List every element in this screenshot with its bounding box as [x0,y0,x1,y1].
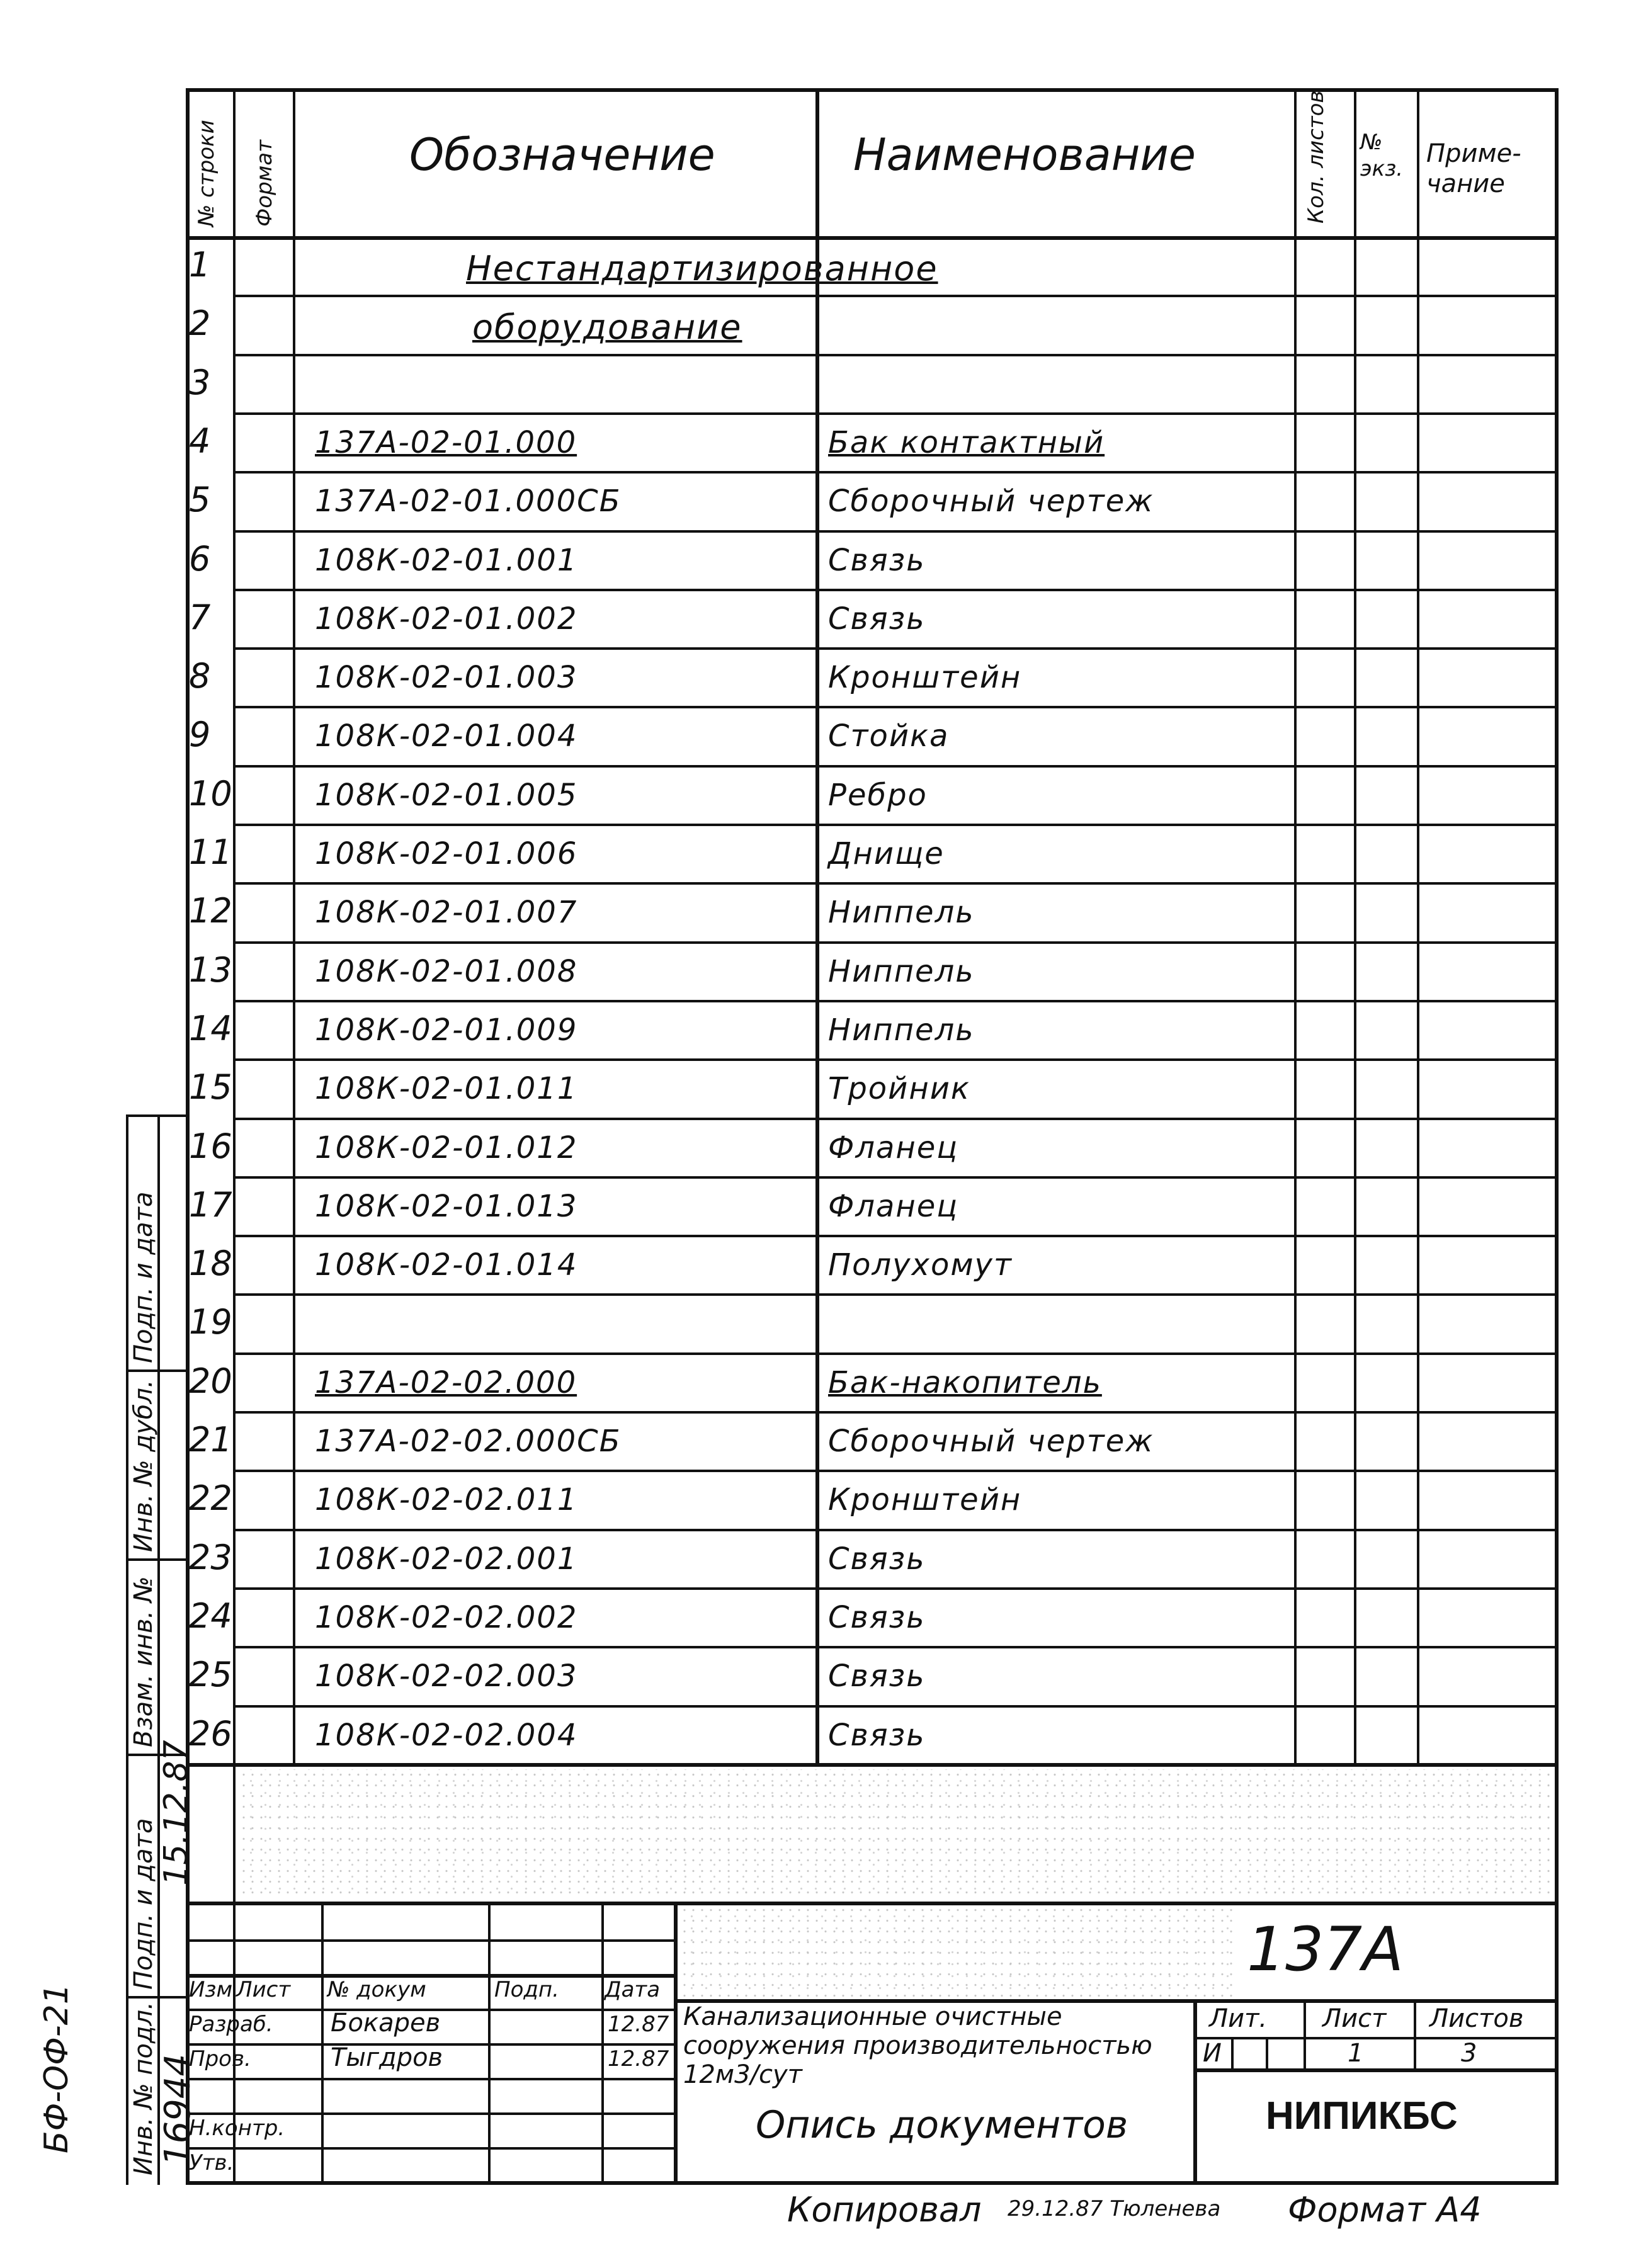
tb-razrab-date: 12.87 [608,2012,669,2037]
row-designation: 108К-02-02.004 [315,1717,578,1753]
header-col-num: № строки [194,120,219,227]
row-divider [233,1293,1559,1296]
row-divider [233,1529,1559,1531]
title-block-col [1266,2037,1268,2068]
row-name: Сборочный чертеж [828,1424,1154,1459]
title-block-col [1414,1999,1416,2068]
footer-copied: Копировал [787,2190,982,2230]
row-designation: 108К-02-01.009 [315,1012,578,1048]
row-designation: 108К-02-01.012 [315,1130,578,1165]
row-number: 21 [189,1420,232,1460]
row-divider [233,1352,1559,1355]
row-divider [233,1235,1559,1237]
row-number: 6 [189,538,211,579]
row-divider [233,530,1559,533]
row-name: Фланец [828,1130,958,1165]
row-divider [233,1646,1559,1648]
title-block-line [1193,2068,1559,2072]
side-code: БФ-ОФ-21 [38,1983,76,2153]
row-divider [233,647,1559,650]
tb-prov-label: Пров. [189,2046,251,2072]
row-number: 14 [189,1008,232,1048]
header-col-format: Формат [252,140,277,227]
row-name: Связь [828,542,926,578]
row-name: Ребро [828,777,928,813]
row-designation: 108К-02-01.002 [315,601,578,637]
row-name: Тройник [828,1071,970,1107]
tb-col-doc: № докум [327,1977,426,2002]
row-divider [233,295,1559,297]
row-designation: 137А-02-02.000СБ [315,1424,622,1459]
tb-sheets-value: 3 [1461,2039,1477,2068]
side-stamp-line [126,1558,186,1561]
tb-nkontr-label: Н.контр. [189,2116,285,2141]
row-number: 4 [189,421,211,461]
header-divider [186,236,1559,240]
title-block-col [321,1902,324,2185]
row-divider [233,354,1559,356]
row-divider [233,412,1559,415]
side-stamp-line [126,1996,186,1999]
side-signed-date: 15.12.87 [157,1740,195,1886]
row-name: Связь [828,1658,926,1694]
tb-sheet-value: 1 [1348,2039,1364,2068]
row-designation: Нестандартизированное [466,249,938,288]
side-label-podp-data-1: Подп. и дата [129,1191,158,1363]
row-number: 26 [189,1713,232,1754]
row-designation: 108К-02-01.011 [315,1071,578,1107]
tb-prov-name: Тыгдров [331,2043,443,2072]
row-number: 9 [189,715,211,755]
tb-col-data: Дата [605,1977,661,2002]
tb-col-izm: Изм [189,1977,233,2002]
header-col-name: Наименование [853,129,1196,181]
col-line-num [233,88,236,1939]
row-number: 12 [189,891,232,931]
row-name: Днище [828,836,945,871]
row-designation: 108К-02-02.011 [315,1482,578,1518]
title-block-line [186,1902,1559,1905]
row-designation: 108К-02-01.001 [315,542,578,578]
row-number: 25 [189,1655,232,1695]
tb-organization: НИПИКБС [1266,2094,1458,2138]
title-block-col [233,1902,236,2185]
header-col-copy: № экз. [1360,130,1404,181]
side-label-inv-podl: Инв. № подл. [129,2002,158,2175]
row-number: 11 [189,832,232,872]
row-name: Ниппель [828,895,975,931]
row-designation: 108К-02-01.005 [315,777,578,813]
tb-object-title: Канализационные очистные сооружения производительностью 12м3/сут [683,2002,1152,2089]
row-number: 18 [189,1244,232,1284]
row-number: 23 [189,1537,232,1577]
tb-utv-label: Утв. [189,2150,234,2175]
tb-doc-title: Опись документов [756,2103,1128,2147]
title-block-top [186,1763,1559,1767]
row-name: Бак-накопитель [828,1364,1102,1400]
tb-sheets-label: Листов [1429,2004,1524,2033]
side-inv-number: 16944 [157,2053,198,2166]
row-number: 2 [189,303,211,344]
row-divider [233,1176,1559,1179]
row-divider [233,824,1559,826]
row-designation: 108К-02-01.007 [315,895,578,931]
tb-razrab-name: Бокарев [331,2009,441,2038]
row-name: Стойка [828,718,950,754]
row-name: Фланец [828,1188,958,1224]
row-number: 22 [189,1478,232,1519]
row-number: 5 [189,480,211,520]
row-number: 10 [189,773,232,814]
row-divider [233,1470,1559,1472]
row-divider [233,1705,1559,1708]
title-block-col [674,1902,678,2185]
tb-razrab-label: Разраб. [189,2012,273,2037]
row-number: 19 [189,1302,232,1342]
row-name: Связь [828,1717,926,1753]
tb-sheet-label: Лист [1322,2004,1387,2033]
title-block-col [601,1902,604,2185]
header-col-sheets: Кол. листов [1304,90,1329,224]
tb-col-list: Лист [236,1977,291,2002]
row-divider [233,941,1559,944]
title-block-col [488,1902,491,2185]
tb-col-podp: Подп. [494,1977,559,2002]
row-designation: 108К-02-01.004 [315,718,578,754]
header-col-designation: Обозначение [409,129,715,181]
row-designation: 108К-02-02.002 [315,1599,578,1635]
row-designation: 108К-02-02.003 [315,1658,578,1694]
row-divider [233,765,1559,768]
side-label-inv-dubl: Инв. № дубл. [129,1380,158,1552]
scan-noise [680,1905,1234,1999]
row-designation: 108К-02-01.014 [315,1247,578,1283]
row-number: 24 [189,1596,232,1636]
side-stamp-line [126,1114,186,1117]
row-number: 7 [189,597,211,637]
footer-format: Формат А4 [1288,2190,1482,2230]
row-designation: оборудование [472,307,742,348]
row-name: Связь [828,1541,926,1577]
row-designation: 108К-02-01.008 [315,953,578,989]
row-divider [233,1411,1559,1414]
title-designation: 137А [1247,1914,1404,1985]
row-name: Бак контактный [828,424,1105,460]
row-divider [233,589,1559,591]
col-line-copy [1417,88,1419,1763]
row-designation: 137А-02-01.000СБ [315,484,622,519]
side-stamp-line [126,1369,186,1372]
tb-lit-label: Лит. [1209,2004,1268,2033]
col-line-sheets [1354,88,1356,1763]
row-number: 17 [189,1184,232,1225]
row-designation: 137А-02-01.000 [315,424,577,460]
row-divider [233,1058,1559,1061]
row-number: 13 [189,950,232,990]
row-divider [233,1118,1559,1120]
col-line-designation [815,88,819,1763]
tb-lit-value: И [1203,2039,1222,2068]
title-block-col [1193,1999,1197,2185]
scan-noise [239,1769,1552,1898]
row-divider [233,706,1559,708]
col-line-format [293,88,295,1763]
row-designation: 108К-02-02.001 [315,1541,578,1577]
header-col-note: Приме- чание [1426,139,1521,198]
tb-prov-date: 12.87 [608,2046,669,2072]
col-line-name [1294,88,1297,1763]
row-number: 16 [189,1126,232,1166]
row-designation: 108К-02-01.006 [315,836,578,871]
row-name: Кронштейн [828,1482,1022,1518]
row-name: Ниппель [828,953,975,989]
row-number: 15 [189,1067,232,1108]
row-number: 20 [189,1361,232,1401]
title-block-line [1193,2037,1559,2039]
row-number: 1 [189,245,211,285]
row-designation: 137А-02-02.000 [315,1364,577,1400]
row-name: Кронштейн [828,660,1022,696]
title-block-col [1304,1999,1306,2068]
side-label-podp-data-2: Подп. и дата [129,1818,158,1990]
row-divider [233,882,1559,885]
row-name: Полухомут [828,1247,1013,1283]
row-name: Связь [828,601,926,637]
row-name: Сборочный чертеж [828,484,1154,519]
side-label-vzam-inv: Взам. инв. № [129,1576,158,1747]
row-designation: 108К-02-01.003 [315,660,578,696]
footer-copied-note: 29.12.87 Тюленева [1008,2196,1221,2221]
row-name: Ниппель [828,1012,975,1048]
row-designation: 108К-02-01.013 [315,1188,578,1224]
row-name: Связь [828,1599,926,1635]
row-number: 3 [189,362,211,402]
row-divider [233,1000,1559,1002]
row-divider [233,471,1559,473]
row-divider [233,1587,1559,1590]
row-number: 8 [189,656,211,696]
title-block-col [1231,2037,1234,2068]
side-stamp-outer-line [126,1114,128,2185]
